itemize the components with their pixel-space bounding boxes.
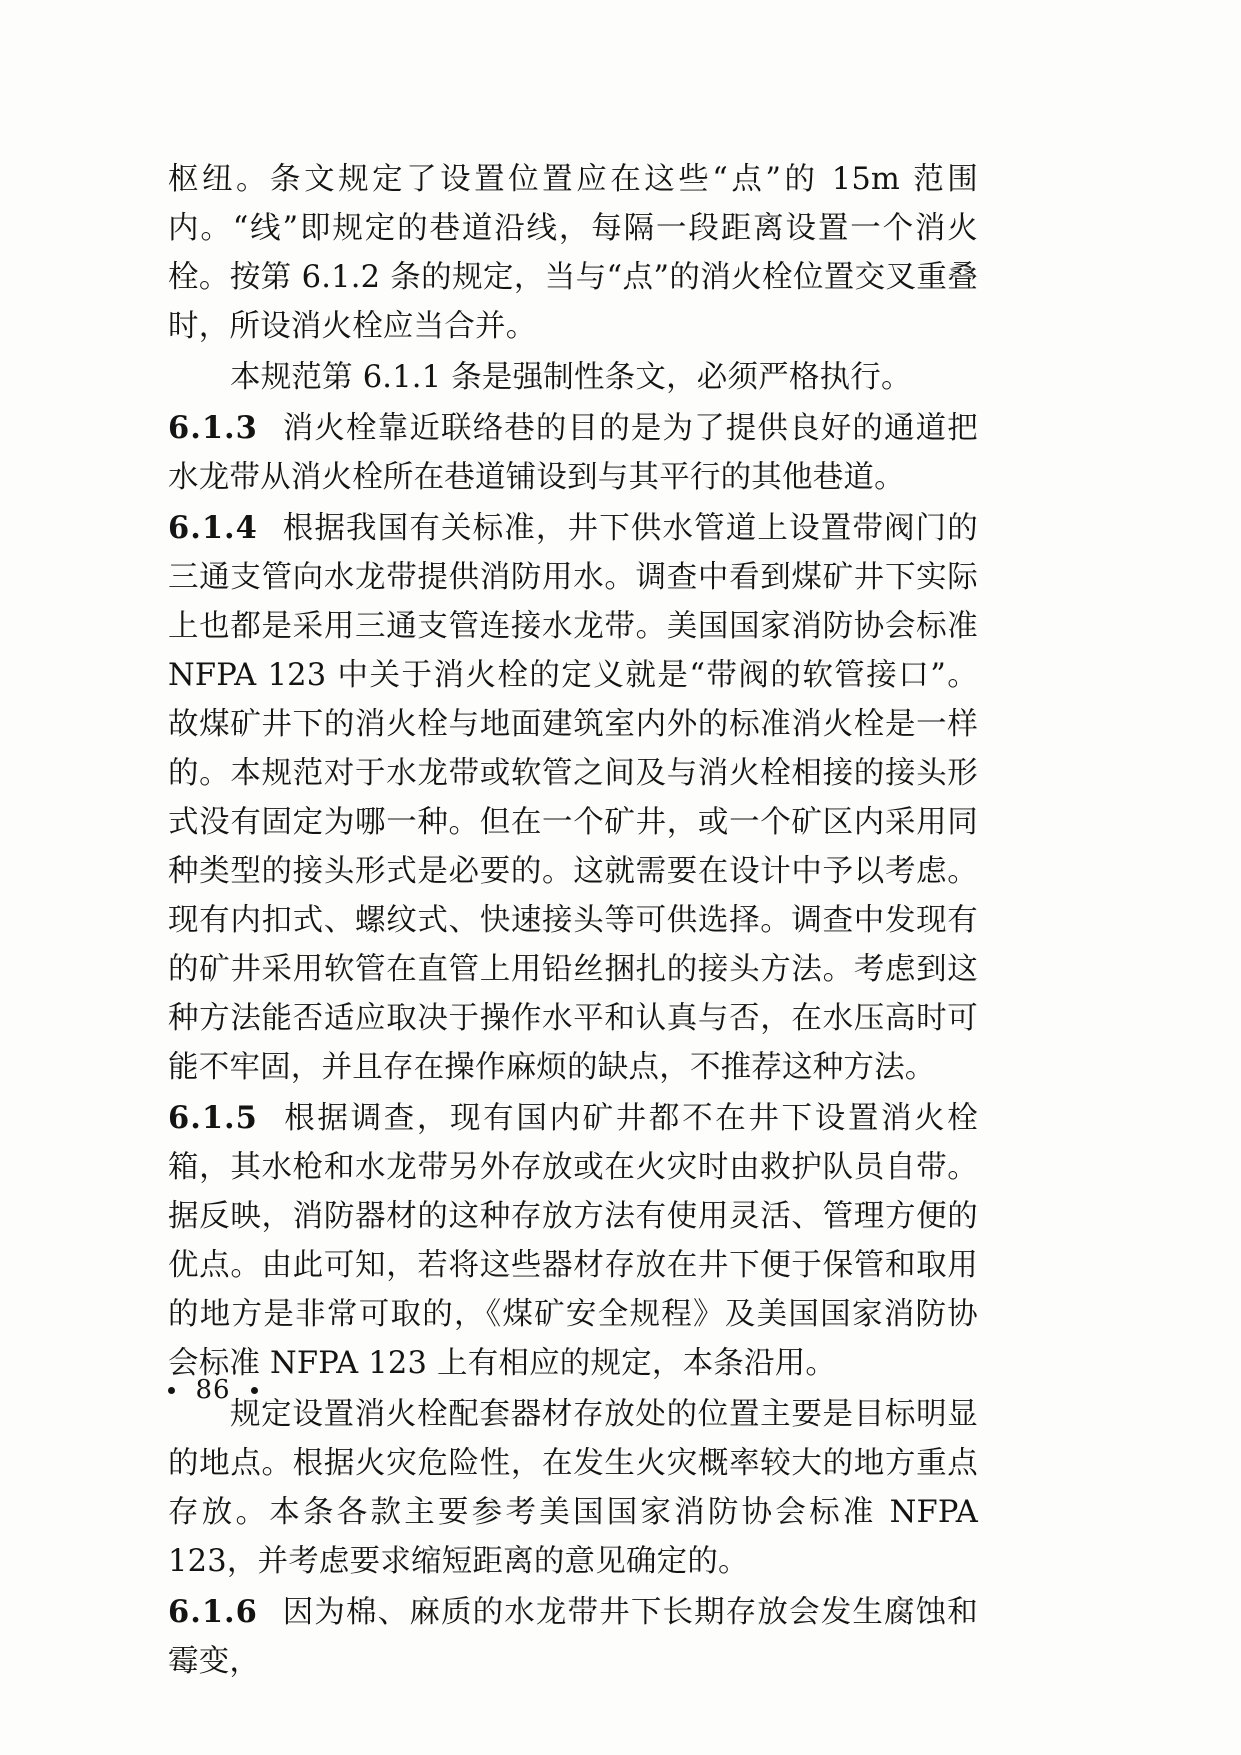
- paragraph-6-1-3: [168, 404, 978, 502]
- clause-number: 6.1.6: [168, 1594, 258, 1630]
- paragraph-6-1-6: [168, 1588, 978, 1686]
- paragraph-text: 根据我国有关标准，井下供水管道上设置带阀门的三通支管向水龙带提供消防用水。调查中看到煤矿井下实际上也都是采用三通支管连接水龙带。美国国家消防协会标准 NFPA 123 中关于消火栓的定义就是“带阀的软管接口”。故煤矿井下的消火栓与地面建筑室内外的标准消火栓是一样的。本规范对于水龙带或软管之间及与消火栓相接的接头形式没有固定为哪一种。但在一个矿井，或一个矿区内采用同种类型的接头形式是必要的。这就需要在设计中予以考虑。现有内扣式、螺纹式、快速接头等可供选择。调查中发现有的矿井采用软管在直管上用铅丝捆扎的接头方法。考虑到这种方法能否适应取决于操作水平和认真与否，在水压高时可能不牢固，并且存在操作麻烦的缺点，不推荐这种方法。: [168, 511, 978, 1085]
- clause-number: 6.1.3: [168, 410, 258, 446]
- paragraph-text: 根据调查，现有国内矿井都不在井下设置消火栓箱，其水枪和水龙带另外存放或在火灾时由救护队员自带。据反映，消防器材的这种存放方法有使用灵活、管理方便的优点。由此可知，若将这些器材存放在井下便于保管和取用的地方是非常可取的，《煤矿安全规程》及美国国家消防协会标准 NFPA 123 上有相应的规定，本条沿用。: [168, 1101, 978, 1381]
- paragraph-6-1-5: [168, 1094, 978, 1388]
- clause-number: 6.1.4: [168, 510, 258, 546]
- paragraph-text: 枢纽。条文规定了设置位置应在这些“点”的 15m 范围内。“线”即规定的巷道沿线，每隔一段距离设置一个消火栓。按第 6.1.2 条的规定，当与“点”的消火栓位置交叉重叠时，所设消火栓应当合并。: [168, 162, 978, 344]
- paragraph-text: 消火栓靠近联络巷的目的是为了提供良好的通道把水龙带从消火栓所在巷道铺设到与其平行的其他巷道。: [168, 411, 978, 495]
- paragraph-mandatory: [168, 353, 978, 402]
- paragraph-continuation: [168, 155, 978, 351]
- footer-dot-right-icon: [251, 1387, 258, 1394]
- clause-number: 6.1.5: [168, 1100, 258, 1136]
- paragraph-6-1-5-second: [168, 1390, 978, 1586]
- page-footer: [168, 1375, 978, 1405]
- page-number: 86: [195, 1375, 231, 1405]
- footer-dot-left-icon: [168, 1387, 175, 1394]
- paragraph-text: 本规范第 6.1.1 条是强制性条文，必须严格执行。: [230, 360, 912, 395]
- page-body: [168, 155, 978, 1688]
- paragraph-text: 因为棉、麻质的水龙带井下长期存放会发生腐蚀和霉变，: [168, 1595, 978, 1679]
- paragraph-6-1-4: [168, 504, 978, 1092]
- paragraph-text: 规定设置消火栓配套器材存放处的位置主要是目标明显的地点。根据火灾危险性，在发生火灾概率较大的地方重点存放。本条各款主要参考美国国家消防协会标准 NFPA 123，并考虑要求缩短距离的意见确定的。: [168, 1397, 978, 1579]
